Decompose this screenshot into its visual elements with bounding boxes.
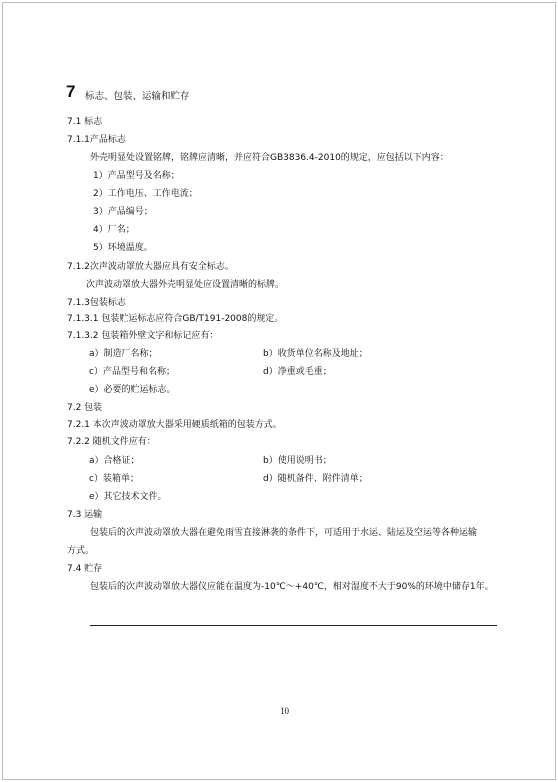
section-7-1-3-heading: 7.1.3包装标志 bbox=[67, 298, 126, 308]
section-7-2-1: 7.2.1 本次声波动罩放大器采用硬质纸箱的包装方式。 bbox=[67, 420, 282, 430]
list-item: b）使用说明书； bbox=[263, 456, 332, 466]
paragraph-transport: 包装后的次声波动罩放大器在避免雨雪直接淋袭的条件下，可适用于水运、陆运及空运等各种运输 bbox=[90, 528, 478, 538]
paragraph-storage: 包装后的次声波动罩放大器仪应能在温度为-10℃～+40℃，相对湿度不大于90%的环境中储存1年。 bbox=[90, 582, 494, 592]
list-item: 4）厂名； bbox=[93, 225, 135, 235]
list-item: 2）工作电压、工作电流； bbox=[93, 189, 198, 199]
section-7-1-3-1: 7.1.3.1 包装贮运标志应符合GB/T191-2008的规定。 bbox=[67, 314, 284, 324]
section-7-1-heading: 7.1 标志 bbox=[67, 117, 103, 127]
list-item: a）合格证； bbox=[89, 456, 140, 466]
list-item: 5）环境温度。 bbox=[93, 243, 153, 253]
paragraph-transport-cont: 方式。 bbox=[67, 546, 95, 556]
list-item: 1）产品型号及名称； bbox=[93, 171, 180, 181]
list-item: e）必要的贮运标志。 bbox=[89, 385, 176, 395]
page-number: 10 bbox=[280, 706, 289, 716]
section-7-2-heading: 7.2 包装 bbox=[67, 403, 103, 413]
section-7-1-2-heading: 7.1.2次声波动罩放大器应具有安全标志。 bbox=[67, 262, 234, 272]
section-7-3-heading: 7.3 运输 bbox=[67, 510, 103, 520]
footer-rule bbox=[90, 625, 497, 626]
list-item: c）装箱单； bbox=[89, 474, 139, 484]
section-7-1-3-2: 7.1.3.2 包装箱外壁文字和标记应有： bbox=[67, 331, 219, 341]
list-item: d）净重或毛重； bbox=[263, 367, 332, 377]
list-item: a）制造厂名称； bbox=[89, 349, 158, 359]
section-7-1-1-heading: 7.1.1产品标志 bbox=[67, 135, 126, 145]
chapter-title: 标志、包装、运输和贮存 bbox=[85, 91, 190, 102]
section-7-2-2: 7.2.2 随机文件应有： bbox=[67, 437, 156, 447]
paragraph-safety-label: 次声波动罩放大器外壳明显处应设置清晰的标牌。 bbox=[86, 280, 285, 290]
chapter-number: 7 bbox=[66, 82, 76, 101]
list-item: e）其它技术文件。 bbox=[89, 492, 167, 502]
paragraph-nameplate: 外壳明显处设置铭牌，铭牌应清晰，并应符合GB3836.4-2010的规定，应包括以下内容： bbox=[90, 153, 449, 163]
list-item: d）随机备件、附件清单； bbox=[263, 474, 368, 484]
list-item: b）收货单位名称及地址； bbox=[263, 349, 368, 359]
list-item: 3）产品编号； bbox=[93, 207, 153, 217]
section-7-4-heading: 7.4 贮存 bbox=[67, 564, 103, 574]
list-item: c）产品型号和名称； bbox=[89, 367, 175, 377]
